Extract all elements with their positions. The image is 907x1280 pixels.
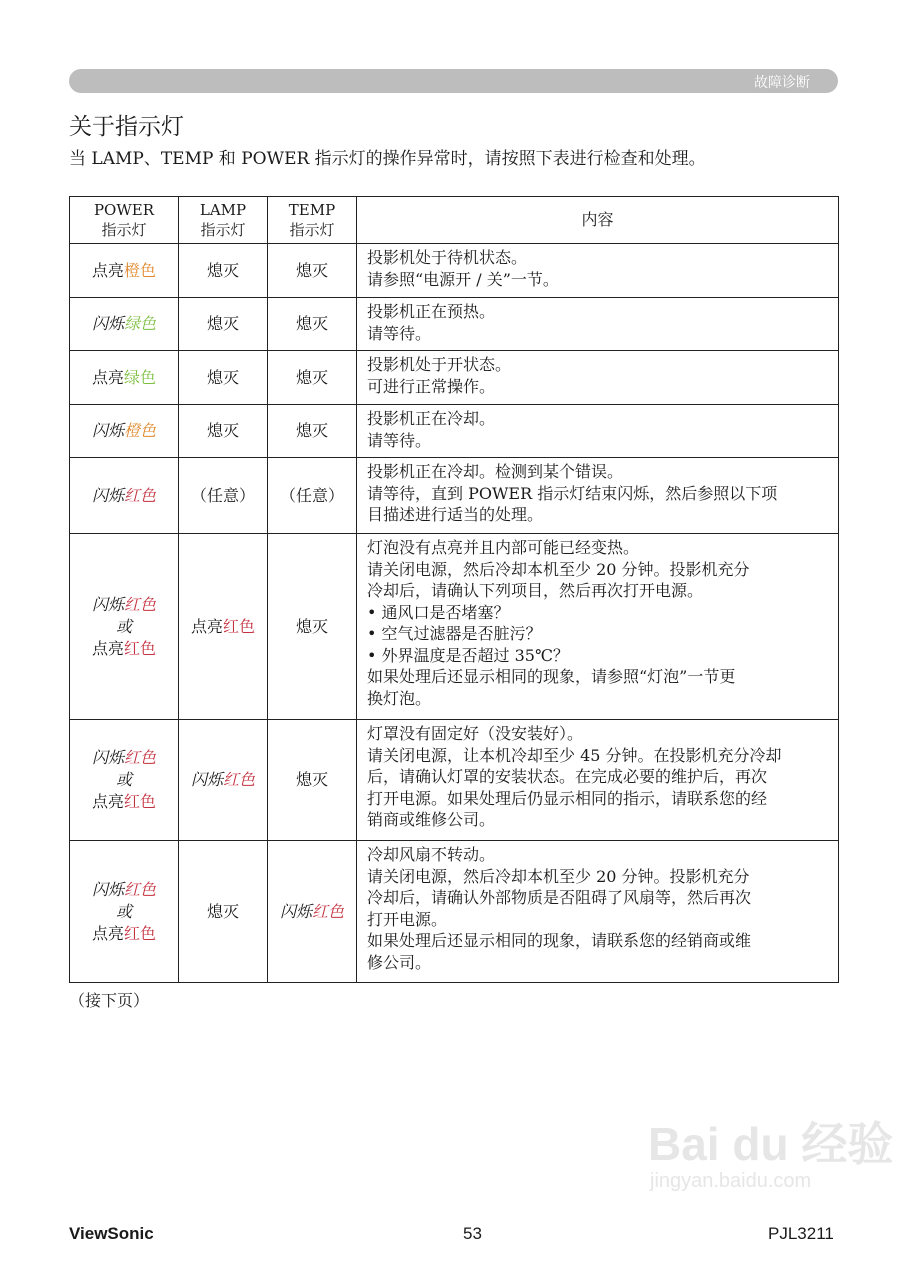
content-line: 投影机正在冷却。检测到某个错误。 [367,462,624,481]
indicator-state: （任意） [279,485,344,505]
table-row [70,244,839,298]
content-cell [357,244,839,298]
content-line: 冷却风扇不转动。 [367,845,496,864]
indicator-state: 熄灭 [295,314,328,333]
indicator-state: （任意） [190,485,255,505]
table-row [70,534,839,720]
content-line: 灯罩没有固定好（没安装好）。 [367,724,584,743]
indicator-state: 熄灭 [295,770,328,789]
indicator-color: 绿色 [124,314,157,333]
indicator-color: 红色 [312,901,345,921]
content-cell [357,298,839,351]
content-line: 投影机处于开状态。 [367,355,512,374]
indicator-state: 或 [115,901,132,921]
indicator-state: 闪烁 [91,314,124,333]
watermark-logo: Bai du 经验 [648,1118,894,1170]
power-indicator-cell [70,405,179,458]
table-row [70,298,839,351]
indicator-state: 闪烁 [91,879,124,899]
content-line: 销商或维修公司。 [367,810,496,829]
header-content: 内容 [357,197,839,244]
indicator-state: 熄灭 [295,367,328,387]
indicator-state: 闪烁 [91,485,124,505]
indicator-state: 熄灭 [206,901,239,921]
lamp-indicator-cell [179,534,268,720]
indicator-color: 红色 [124,594,157,614]
content-line: 投影机正在冷却。 [367,409,496,428]
content-cell [357,534,839,720]
indicator-state: 或 [115,616,132,636]
temp-indicator-cell [268,351,357,405]
indicator-state: 熄灭 [295,260,328,280]
temp-indicator-cell [268,458,357,534]
indicator-color: 红色 [124,638,157,658]
continued-note: （接下页） [69,991,150,1010]
indicator-state: 熄灭 [295,421,328,440]
page-title: 关于指示灯 [69,114,184,140]
footer-brand: ViewSonic [69,1224,154,1243]
content-line: 灯泡没有点亮并且内部可能已经变热。 [367,538,640,557]
indicator-color: 红色 [124,923,157,943]
indicator-state: 点亮 [91,638,124,658]
content-line: 请参照“电源开 / 关”一节。 [367,269,559,289]
content-cell [357,458,839,534]
indicator-color: 红色 [223,616,256,636]
temp-indicator-cell [268,720,357,841]
content-line: 冷却后，请确认外部物质是否阻碍了风扇等，然后再次 [367,888,752,907]
temp-indicator-cell [268,244,357,298]
indicator-state: 熄灭 [206,421,239,440]
content-line: 如果处理后还显示相同的现象，请联系您的经销商或维 [367,931,752,950]
table-row [70,720,839,841]
indicator-state: 闪烁 [91,748,124,767]
temp-indicator-cell [268,534,357,720]
indicator-color: 红色 [124,485,157,505]
power-indicator-cell [70,244,179,298]
lamp-indicator-cell [179,405,268,458]
lamp-indicator-cell [179,298,268,351]
content-line: 请等待。 [367,323,432,343]
indicator-state: 闪烁 [279,901,312,921]
indicator-state: 熄灭 [295,616,328,636]
indicator-table [69,196,839,983]
indicator-state: 点亮 [91,923,124,943]
lamp-indicator-cell [179,458,268,534]
indicator-color: 红色 [124,748,157,767]
indicator-state: 熄灭 [206,367,239,387]
content-cell [357,841,839,983]
temp-indicator-cell [268,841,357,983]
table-row [70,458,839,534]
indicator-color: 红色 [223,770,256,789]
lamp-indicator-cell [179,720,268,841]
table-row [70,405,839,458]
indicator-state: 或 [115,770,132,789]
content-line: • 通风口是否堵塞？ [367,602,510,622]
content-cell [357,405,839,458]
lamp-indicator-cell [179,841,268,983]
lamp-indicator-cell [179,244,268,298]
indicator-color: 橙色 [124,260,157,280]
table-row [70,841,839,983]
indicator-state: 点亮 [91,260,124,280]
footer-model: PJL3211 [768,1224,834,1243]
power-indicator-cell [70,298,179,351]
content-line: 请等待。 [367,430,432,450]
content-line: 如果处理后还显示相同的现象，请参照“灯泡”一节更 [367,667,736,686]
table-row [70,351,839,405]
indicator-color: 橙色 [124,421,157,440]
temp-indicator-cell [268,298,357,351]
content-cell [357,351,839,405]
section-header-bar [69,69,838,93]
content-line: 后，请确认灯罩的安装状态。在完成必要的维护后，再次 [367,767,768,786]
section-name: 故障诊断 [754,75,810,91]
content-line: 冷却后，请确认下列项目，然后再次打开电源。 [367,581,704,600]
table-header-row [70,197,839,244]
indicator-state: 点亮 [91,367,124,387]
indicator-color: 红色 [124,879,157,899]
indicator-state: 熄灭 [206,260,239,280]
indicator-state: 点亮 [91,792,124,811]
content-line: • 空气过滤器是否脏污？ [367,624,542,643]
content-line: 打开电源。 [367,909,448,929]
power-indicator-cell [70,458,179,534]
content-line: 修公司。 [367,952,432,972]
header-lamp: LAMP 指示灯 [179,197,268,244]
power-indicator-cell [70,351,179,405]
content-line: 可进行正常操作。 [367,376,496,396]
header-temp: TEMP 指示灯 [268,197,357,244]
content-line: 请等待，直到 POWER 指示灯结束闪烁，然后参照以下项 [367,483,778,503]
indicator-color: 绿色 [124,367,157,387]
header-power: POWER 指示灯 [70,197,179,244]
indicator-state: 闪烁 [91,594,124,614]
indicator-state: 熄灭 [206,314,239,333]
intro-text: 当 LAMP、TEMP 和 POWER 指示灯的操作异常时，请按照下表进行检查和处理。 [69,149,706,169]
content-line: 目描述进行适当的处理。 [367,505,544,524]
content-line: 打开电源。如果处理后仍显示相同的指示，请联系您的经 [367,788,768,808]
temp-indicator-cell [268,405,357,458]
watermark-url: jingyan.baidu.com [650,1170,812,1192]
page-number: 53 [463,1224,482,1243]
content-line: 请关闭电源，然后冷却本机至少 20 分钟。投影机充分 [367,866,750,886]
indicator-state: 闪烁 [190,770,223,789]
content-line: 请关闭电源，然后冷却本机至少 20 分钟。投影机充分 [367,559,750,579]
content-line: 投影机处于待机状态。 [367,248,528,267]
power-indicator-cell [70,534,179,720]
indicator-state: 点亮 [190,616,223,636]
indicator-color: 红色 [124,792,157,811]
indicator-state: 闪烁 [91,421,124,440]
content-cell [357,720,839,841]
content-line: • 外界温度是否超过 35℃？ [367,645,569,665]
power-indicator-cell [70,841,179,983]
table-section [69,196,839,1011]
content-line: 请关闭电源，让本机冷却至少 45 分钟。在投影机充分冷却 [367,745,782,765]
baidu-watermark [640,1104,894,1204]
power-indicator-cell [70,720,179,841]
content-line: 投影机正在预热。 [367,302,496,321]
content-line: 换灯泡。 [367,688,432,708]
lamp-indicator-cell [179,351,268,405]
